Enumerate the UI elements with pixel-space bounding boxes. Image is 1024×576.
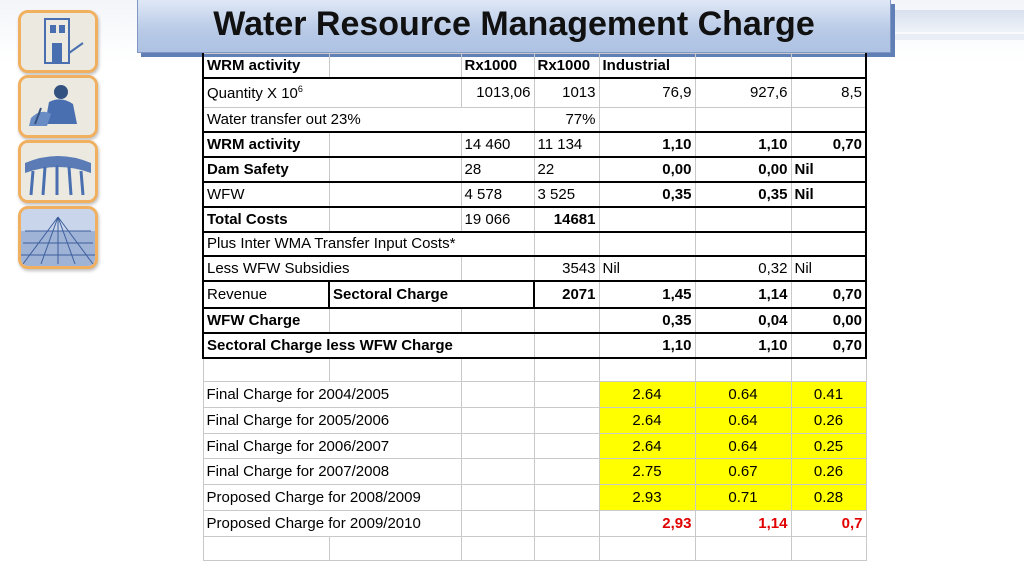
header-cell xyxy=(329,54,461,78)
table-row xyxy=(203,132,866,157)
cell-value: 0,04 xyxy=(695,308,791,333)
table-row xyxy=(203,256,866,281)
cell-value: 1,14 xyxy=(695,511,791,537)
cell-value: 19 066 xyxy=(461,207,534,232)
row-label: Proposed Charge for 2008/2009 xyxy=(203,485,461,511)
table-row xyxy=(203,459,866,485)
cell-value xyxy=(791,108,866,132)
cell-value: 0.64 xyxy=(695,408,791,434)
cell-value: 1,14 xyxy=(695,281,791,308)
cell-value xyxy=(695,232,791,256)
table-header-row xyxy=(203,54,866,78)
cell-value xyxy=(461,256,534,281)
cell-value: 2.93 xyxy=(599,485,695,511)
cell-value xyxy=(791,207,866,232)
row-label: Quantity X $10^6$ xyxy=(203,78,461,108)
cell-value xyxy=(791,232,866,256)
cell-value xyxy=(534,333,599,358)
title-bar xyxy=(137,0,891,53)
cell-value: Nil xyxy=(791,182,866,207)
cell-value: 0.26 xyxy=(791,408,866,434)
header-cell: WRM activity xyxy=(203,54,329,78)
cell-value: 14 460 xyxy=(461,132,534,157)
cell-value: 0.67 xyxy=(695,459,791,485)
table-row xyxy=(203,434,866,459)
table-row xyxy=(203,408,866,434)
cell-value: 2,93 xyxy=(599,511,695,537)
row-label: Final Charge for 2004/2005 xyxy=(203,382,461,408)
page-title: Water Resource Management Charge xyxy=(213,5,815,43)
cell-value: 1013 xyxy=(534,78,599,108)
cell-value xyxy=(599,232,695,256)
cell-value xyxy=(695,207,791,232)
cell-value xyxy=(329,157,461,182)
cell-value: 4 578 xyxy=(461,182,534,207)
table-spacer-row xyxy=(203,537,866,561)
person-pouring-water-icon xyxy=(18,75,98,138)
irrigated-field-icon xyxy=(18,206,98,269)
cell-value: 1,10 xyxy=(599,333,695,358)
header-cell xyxy=(695,54,791,78)
cell-value: 14681 xyxy=(534,207,599,232)
cell-value xyxy=(534,232,599,256)
cell-value xyxy=(329,207,461,232)
cell-value xyxy=(695,108,791,132)
table-row xyxy=(203,333,866,358)
table-row xyxy=(203,78,866,108)
row-label: Less WFW Subsidies xyxy=(203,256,461,281)
table-row xyxy=(203,182,866,207)
row-label: Revenue xyxy=(203,281,329,308)
row-label: Sectoral Charge less WFW Charge xyxy=(203,333,534,358)
cell-value: 28 xyxy=(461,157,534,182)
building-icon xyxy=(18,10,98,73)
cell-value: 0,7 xyxy=(791,511,866,537)
cell-value: 0.26 xyxy=(791,459,866,485)
cell-value: 3543 xyxy=(534,256,599,281)
table-row xyxy=(203,308,866,333)
cell-value: 0,00 xyxy=(695,157,791,182)
header-decoration-line xyxy=(893,34,1024,40)
row-label: Proposed Charge for 2009/2010 xyxy=(203,511,461,537)
row-label: Total Costs xyxy=(203,207,329,232)
dam-spillway-icon xyxy=(18,140,98,203)
cell-value: 927,6 xyxy=(695,78,791,108)
row-sublabel: Sectoral Charge xyxy=(329,281,534,308)
cell-value: 0,00 xyxy=(791,308,866,333)
cell-value: 0,70 xyxy=(791,333,866,358)
cell-value: 2071 xyxy=(534,281,599,308)
cell-value: 0,35 xyxy=(599,182,695,207)
table-row xyxy=(203,485,866,511)
table-row xyxy=(203,207,866,232)
cell-value: 0.25 xyxy=(791,434,866,459)
header-cell: Rx1000 xyxy=(461,54,534,78)
cell-value xyxy=(599,108,695,132)
cell-value: 76,9 xyxy=(599,78,695,108)
cell-value: 1013,06 xyxy=(461,78,534,108)
cell-value xyxy=(329,182,461,207)
cell-value xyxy=(329,308,461,333)
cell-value: 0,35 xyxy=(599,308,695,333)
cell-value: 8,5 xyxy=(791,78,866,108)
cell-value: 0,70 xyxy=(791,132,866,157)
row-label: Dam Safety xyxy=(203,157,329,182)
cell-value: 0,70 xyxy=(791,281,866,308)
cell-value: 0.64 xyxy=(695,434,791,459)
cell-value: Nil xyxy=(599,256,695,281)
cell-value: 3 525 xyxy=(534,182,599,207)
cell-value: 0.64 xyxy=(695,382,791,408)
row-label: Plus Inter WMA Transfer Input Costs* xyxy=(203,232,534,256)
cell-value: 0,00 xyxy=(599,157,695,182)
row-label: WRM activity xyxy=(203,132,329,157)
cell-value xyxy=(329,132,461,157)
header-decoration xyxy=(893,10,1024,32)
row-label: Final Charge for 2006/2007 xyxy=(203,434,461,459)
row-label: Final Charge for 2005/2006 xyxy=(203,408,461,434)
cell-value xyxy=(599,207,695,232)
cell-value: 0.41 xyxy=(791,382,866,408)
table-row xyxy=(203,157,866,182)
cell-value: 0.71 xyxy=(695,485,791,511)
cell-value xyxy=(534,308,599,333)
cell-value: 1,10 xyxy=(695,333,791,358)
cell-value: 1,10 xyxy=(599,132,695,157)
cell-value: 0,35 xyxy=(695,182,791,207)
table-spacer-row xyxy=(203,358,866,382)
table-row xyxy=(203,281,866,308)
cell-value: Nil xyxy=(791,157,866,182)
table-row xyxy=(203,108,866,132)
cell-value: 2.75 xyxy=(599,459,695,485)
cell-value: 0,32 xyxy=(695,256,791,281)
charge-table xyxy=(202,53,867,561)
cell-value: 0.28 xyxy=(791,485,866,511)
cell-value: 77% xyxy=(534,108,599,132)
cell-value: 11 134 xyxy=(534,132,599,157)
cell-value: 1,10 xyxy=(695,132,791,157)
table-row xyxy=(203,511,866,537)
table-row xyxy=(203,382,866,408)
row-label: WFW Charge xyxy=(203,308,329,333)
cell-value xyxy=(461,308,534,333)
cell-value: 2.64 xyxy=(599,382,695,408)
cell-value: Nil xyxy=(791,256,866,281)
header-cell xyxy=(791,54,866,78)
table-row xyxy=(203,232,866,256)
header-cell: Industrial xyxy=(599,54,695,78)
cell-value: 2.64 xyxy=(599,434,695,459)
header-cell: Rx1000 xyxy=(534,54,599,78)
cell-value: 2.64 xyxy=(599,408,695,434)
row-label: Water transfer out 23% xyxy=(203,108,534,132)
cell-value: 22 xyxy=(534,157,599,182)
row-label: Final Charge for 2007/2008 xyxy=(203,459,461,485)
row-label: WFW xyxy=(203,182,329,207)
cell-value: 1,45 xyxy=(599,281,695,308)
